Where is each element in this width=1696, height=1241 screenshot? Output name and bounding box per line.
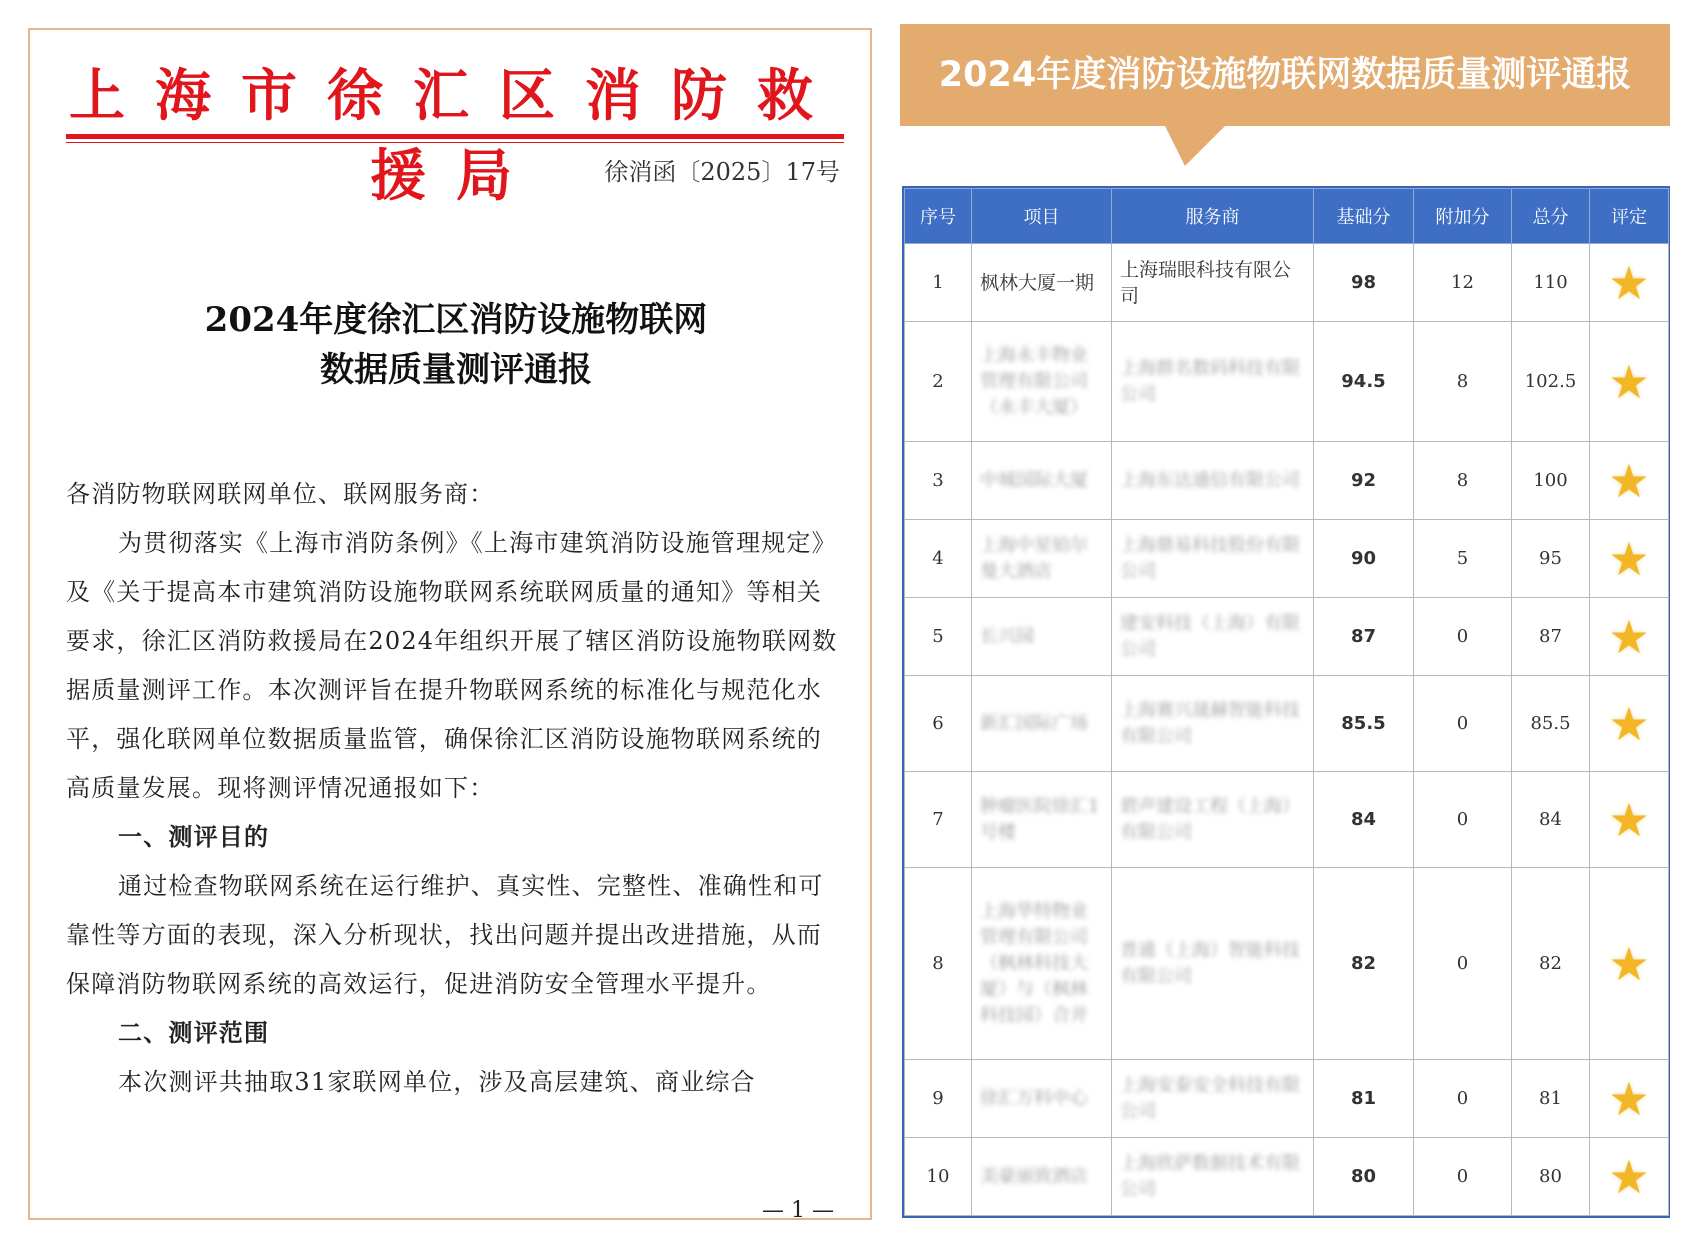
col-header-no: 序号 [905,189,972,244]
document-title-line2: 数据质量测评通报 [320,350,592,390]
cell-base: 87 [1314,598,1414,676]
cell-total: 81 [1512,1060,1590,1138]
cell-rating [1590,868,1669,1060]
cell-project: 上海华特物业管理有限公司（枫林科技大厦）与（枫林科技园）合并 [972,868,1112,1060]
cell-base: 98 [1314,244,1414,322]
cell-project: 徐汇万科中心 [972,1060,1112,1138]
cell-rating [1590,244,1669,322]
star-icon: ★ [1608,255,1650,310]
col-header-project: 项目 [972,189,1112,244]
page-number: — 1 — [762,1198,834,1223]
cell-project: 枫林大厦一期 [972,244,1112,322]
cell-provider: 上海赛兴晟赫智能科技有限公司 [1112,676,1314,772]
cell-no: 3 [905,442,972,520]
score-table [902,186,1670,1218]
table-row [905,1060,1669,1138]
col-header-rating: 评定 [1590,189,1669,244]
section-heading-purpose: 一、测评目的 [118,823,270,851]
cell-base: 85.5 [1314,676,1414,772]
cell-bonus: 0 [1414,1138,1512,1216]
cell-provider: 上海鼎易科技股份有限公司 [1112,520,1314,598]
cell-no: 4 [905,520,972,598]
document-body [66,470,846,1107]
cell-bonus: 8 [1414,322,1512,442]
cell-project: 长兴园 [972,598,1112,676]
salutation: 各消防物联网联网单位、联网服务商： [66,480,495,508]
cell-bonus: 12 [1414,244,1512,322]
cell-project: 上海中星铂尔曼大酒店 [972,520,1112,598]
paragraph-purpose: 通过检查物联网系统在运行维护、真实性、完整性、准确性和可靠性等方面的表现，深入分析现状，找出问题并提出改进措施，从而保障消防物联网系统的高效运行，促进消防安全管理水平提升。 [66,872,824,998]
star-icon: ★ [1608,792,1650,847]
cell-provider: 上海东达通信有限公司 [1112,442,1314,520]
cell-base: 92 [1314,442,1414,520]
star-icon: ★ [1608,354,1650,409]
cell-rating [1590,772,1669,868]
banner-pointer [1165,126,1225,166]
cell-project: 新汇国际广场 [972,676,1112,772]
cell-total: 82 [1512,868,1590,1060]
cell-rating [1590,676,1669,772]
paragraph-scope: 本次测评共抽取31家联网单位，涉及高层建筑、商业综合 [118,1068,756,1096]
cell-bonus: 0 [1414,598,1512,676]
paragraph-intro: 为贯彻落实《上海市消防条例》《上海市建筑消防设施管理规定》及《关于提高本市建筑消防设施物联网系统联网质量的通知》等相关要求，徐汇区消防救援局在2024年组织开展了辖区消防设施物联网数据质量测评工作。本次测评旨在提升物联网系统的标准化与规范化水平，强化联网单位数据质量监管，确保徐汇区消防设施物联网系统的高质量发展。现将测评情况通报如下： [66,529,838,802]
table-row [905,676,1669,772]
cell-base: 81 [1314,1060,1414,1138]
cell-rating [1590,442,1669,520]
cell-no: 2 [905,322,972,442]
cell-project: 肿瘤医院徐汇1号楼 [972,772,1112,868]
star-icon: ★ [1608,1149,1650,1204]
table-row [905,598,1669,676]
document-header: 上海市徐汇区消防救援局 [69,63,843,209]
cell-provider: 上海安泰安全科技有限公司 [1112,1060,1314,1138]
cell-base: 84 [1314,772,1414,868]
star-icon: ★ [1608,1071,1650,1126]
cell-total: 87 [1512,598,1590,676]
table-row [905,868,1669,1060]
table-row [905,772,1669,868]
col-header-base: 基础分 [1314,189,1414,244]
star-icon: ★ [1608,936,1650,991]
col-header-total: 总分 [1512,189,1590,244]
cell-provider: 上海欣萨数据技术有限公司 [1112,1138,1314,1216]
cell-no: 7 [905,772,972,868]
cell-base: 94.5 [1314,322,1414,442]
star-icon: ★ [1608,531,1650,586]
cell-total: 95 [1512,520,1590,598]
table-row [905,322,1669,442]
cell-base: 90 [1314,520,1414,598]
star-icon: ★ [1608,609,1650,664]
cell-bonus: 8 [1414,442,1512,520]
cell-provider: 上海瑞眼科技有限公司 [1112,244,1314,322]
col-header-provider: 服务商 [1112,189,1314,244]
cell-bonus: 0 [1414,772,1512,868]
table-row [905,1138,1669,1216]
cell-rating [1590,520,1669,598]
cell-no: 8 [905,868,972,1060]
cell-provider: 普通（上海）智能科技有限公司 [1112,868,1314,1060]
cell-bonus: 0 [1414,1060,1512,1138]
cell-total: 84 [1512,772,1590,868]
cell-no: 1 [905,244,972,322]
star-icon: ★ [1608,453,1650,508]
cell-project: 中城国际大厦 [972,442,1112,520]
header-red-rule-thin [66,142,844,143]
cell-total: 110 [1512,244,1590,322]
section-heading-scope: 二、测评范围 [118,1019,270,1047]
cell-rating [1590,1060,1669,1138]
official-document [28,28,872,1223]
document-title [66,295,846,395]
table-row [905,244,1669,322]
document-title-line1: 2024年度徐汇区消防设施物联网 [204,300,708,340]
table-row [905,442,1669,520]
cell-rating [1590,1138,1669,1216]
cell-base: 82 [1314,868,1414,1060]
cell-provider: 建安科技（上海）有限公司 [1112,598,1314,676]
report-banner: 2024年度消防设施物联网数据质量测评通报 [900,24,1670,126]
star-icon: ★ [1608,696,1650,751]
table-header-row [905,189,1669,244]
cell-total: 100 [1512,442,1590,520]
cell-project: 上海永丰物业管理有限公司（永丰大厦） [972,322,1112,442]
cell-no: 10 [905,1138,972,1216]
table-row [905,520,1669,598]
col-header-bonus: 附加分 [1414,189,1512,244]
cell-no: 9 [905,1060,972,1138]
cell-rating [1590,598,1669,676]
cell-base: 80 [1314,1138,1414,1216]
cell-provider: 上海群名数码科技有限公司 [1112,322,1314,442]
cell-provider: 碧声建设工程（上海）有限公司 [1112,772,1314,868]
document-number: 徐消函〔2025〕17号 [604,158,840,186]
header-red-rule [66,134,844,139]
cell-total: 85.5 [1512,676,1590,772]
cell-bonus: 0 [1414,676,1512,772]
cell-no: 6 [905,676,972,772]
cell-total: 102.5 [1512,322,1590,442]
score-table-grid [904,188,1669,1216]
cell-no: 5 [905,598,972,676]
cell-total: 80 [1512,1138,1590,1216]
cell-rating [1590,322,1669,442]
cell-project: 美豪丽致酒店 [972,1138,1112,1216]
cell-bonus: 5 [1414,520,1512,598]
cell-bonus: 0 [1414,868,1512,1060]
